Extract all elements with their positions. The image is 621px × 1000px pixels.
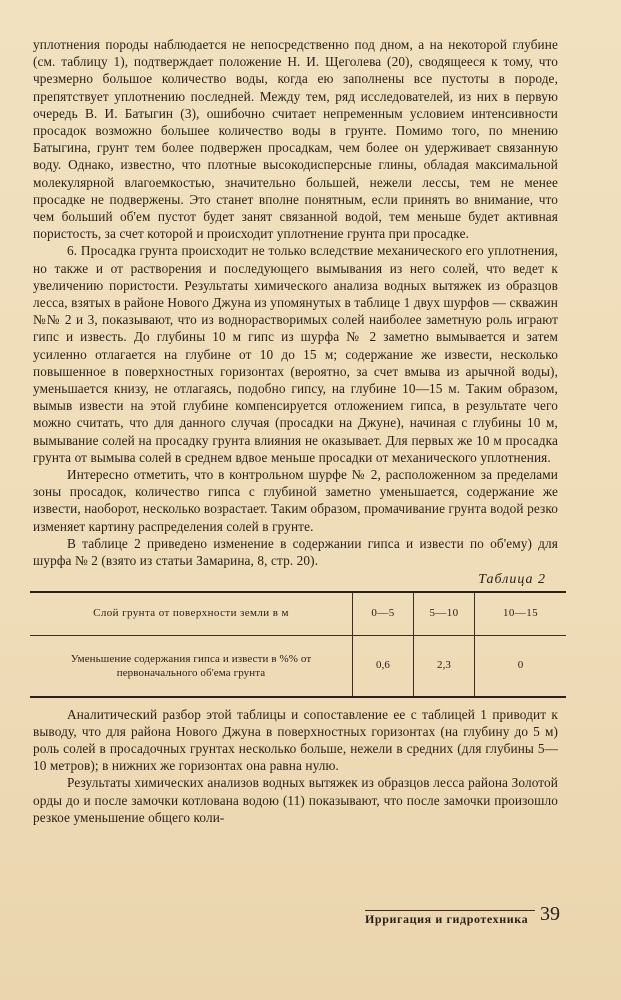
table-column-header: 10—15 bbox=[475, 592, 567, 636]
paragraph-1: уплотнения породы наблюдается не непосредственно под дном, а на некоторой глубине (см. таблицу 1), подтверждает положение Н. И. Щеголева (20), сводящееся к тому, что чрезмерно большое количество воды, когда ею заполнены все пустоты в породе, препятствует уплотнению последней. Между тем, ряд исследователей, из них в первую очередь В. И. Батыгин (3), ошибочно считает непременным условием интенсивности просадок возможно большее количество воды в грунте. Помимо того, по мнению Батыгина, грунт тем более подвержен просадкам, чем более он удерживает связанную воду. Однако, известно, что плотные высокодисперсные глины, обладая максимальной молекулярной влагоемкостью, значительно большей, нежели лессы, тем не менее просадке не подвержены. Это станет вполне понятным, если принять во внимание, что чем больший об'ем пустот будет занят связанной водой, тем меньше будет активная пористость, за счет которой и происходит уплотнение грунта при просадке. bbox=[33, 37, 558, 242]
paragraph-2: 6. Просадка грунта происходит не только вследствие механического его уплотнения, но также и от растворения и последующего вымывания из него солей, что ведет к увеличению пористости. Результаты химического анализа водных вытяжек из образцов лесса, взятых в районе Нового Джуна из упомянутых в таблице 1 двух шурфов — скважин №№ 2 и 3, показывают, что из воднорастворимых солей наиболее заметную роль играют гипс и известь. До глубины 10 м гипс из шурфа № 2 заметно вымывается и затем усиленно отлагается на глубине от 10 до 15 м; содержание же извести, несколько повышенное в поверхностных горизонтах (вероятно, за счет вмыва из арычной воды), уменьшается книзу, не отлагаясь, подобно гипсу, на глубине 10—15 м. Таким образом, вымыв извести на этой глубине компенсируется отложением гипса, в результате чего можно считать, что для данного случая (просадки на Джуне), начиная с глубины 10 м, вымывание солей на просадку грунта влияния не оказывает. Для первых же 10 м просадка грунта от вымыва солей в среднем вдвое меньше просадки от механического уплотнения. bbox=[33, 243, 558, 465]
table-header-label: Слой грунта от поверхности земли в м bbox=[93, 606, 289, 619]
table-header-row bbox=[30, 592, 566, 636]
table-cell: 0 bbox=[475, 635, 567, 697]
paragraph-4: В таблице 2 приведено изменение в содержании гипса и извести по об'ему) для шурфа № 2 (взято из статьи Замарина, 8, стр. 20). bbox=[33, 535, 558, 569]
journal-title: Ирригация и гидротехника bbox=[365, 912, 529, 926]
paragraph-6: Результаты химических анализов водных вытяжек из образцов лесса района Золотой орды до и после замочки котлована водою (11) показывают, что после замочки произошло резкое уменьшение общего коли- bbox=[33, 775, 558, 825]
table-cell: 0,6 bbox=[353, 635, 414, 697]
paragraph-5: Аналитический разбор этой таблицы и сопоставление ее с таблицей 1 приводит к выводу, что для района Нового Джуна в поверхностных горизонтах (на глубину до 5 м) роль солей в просадочных грунтах несколько больше, нежели в средних (для глубины 5—10 метров); в нижних же горизонтах она равна нулю. bbox=[33, 706, 558, 774]
table-column-header: 5—10 bbox=[414, 592, 475, 636]
table-caption: Таблица 2 bbox=[478, 572, 546, 588]
table-row-label: Уменьшение содержания гипса и извести в %% от первоначального об'ема грунта bbox=[70, 652, 312, 679]
data-table bbox=[30, 591, 566, 698]
page-number: 39 bbox=[540, 903, 560, 925]
paragraph-3: Интересно отметить, что в контрольном шурфе № 2, расположенном за пределами зоны просадок, количество гипса с глубиной заметно уменьшается, содержание же извести, наоборот, несколько возрастает. Таким образом, промачивание грунта водой резко изменяет картину распределения солей в грунте. bbox=[33, 467, 558, 534]
body-text bbox=[33, 36, 558, 826]
footer-rule bbox=[365, 910, 535, 911]
table-column-header: 0—5 bbox=[353, 592, 414, 636]
table-cell: 2,3 bbox=[414, 635, 475, 697]
table-row bbox=[30, 635, 566, 697]
